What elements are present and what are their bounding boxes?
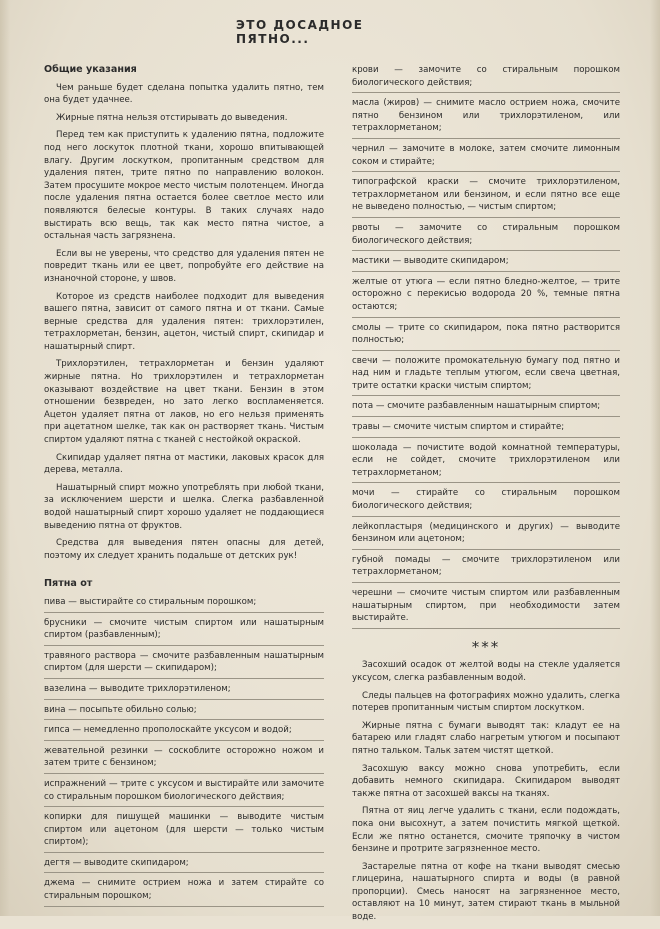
stain-entry: мочи — стирайте со стиральным порошком биологического действия; <box>352 487 620 516</box>
page-title: ЭТО ДОСАДНОЕ ПЯТНО... <box>236 18 364 46</box>
tip-paragraph: Засохшую ваксу можно снова употребить, если добавить немного скипидара. Скипидаром выводят также пятна от засохшей ваксы на тканях. <box>352 763 620 799</box>
tip-paragraph: Жирные пятна с бумаги выводят так: кладут ее на батарею или гладят слабо нагретым утюгом и посыпают пятно тальком. Тальк затем чистят щеткой. <box>352 720 620 756</box>
stain-entry: травяного раствора — смочите разбавленным нашатырным спиртом (для шерсти — скипидаром); <box>44 650 324 679</box>
stain-entry: копирки для пишущей машинки — выводите чистым спиртом или ацетоном (для шерсти — только чистым спиртом); <box>44 811 324 853</box>
paragraph: Чем раньше будет сделана попытка удалить пятно, тем она будет удачнее. <box>44 82 324 106</box>
paragraph: Жирные пятна нельзя отстирывать до выведения. <box>56 112 288 123</box>
stain-entry: вина — посыпьте обильно солью; <box>44 704 324 721</box>
page-edge-right <box>650 0 660 916</box>
left-column <box>44 64 324 911</box>
stain-entry: чернил — замочите в молоке, затем смочите лимонным соком и стирайте; <box>352 143 620 172</box>
stain-entry: пива — выстирайте со стиральным порошком; <box>44 596 324 613</box>
tip-paragraph: Следы пальцев на фотографиях можно удалить, слегка потерев пропитанным чистым спиртом лоскутком. <box>352 690 620 714</box>
stain-entry: травы — смочите чистым спиртом и стирайте; <box>352 421 620 438</box>
heading-general: Общие указания <box>44 64 137 75</box>
stain-entry: масла (жиров) — снимите масло острием ножа, смочите пятно бензином или трихлорэтиленом, или тетрахлорметаном; <box>352 97 620 139</box>
paragraph: Скипидар удаляет пятна от мастики, лаковых красок для дерева, металла. <box>44 452 324 476</box>
heading-stains: Пятна от <box>44 578 93 590</box>
stain-entry: джема — снимите острием ножа и затем стирайте со стиральным порошком; <box>44 877 324 906</box>
paragraph: Перед тем как приступить к удалению пятна, подложите под него лоскуток плотной ткани, хорошо впитывающей влагу. Другим лоскутком, пропитанным средством для удаления пятен, трите пятно по направлению волокон. Затем просушите мокрое место чистым полотенцем. Иногда после удаления пятна остается более светлое место или появляются белесые контуры. В таких случаях надо выстирать всю вещь, так как место пятна чистое, а остальная часть загрязнена. <box>44 130 324 242</box>
tip-paragraph: Засохший осадок от желтой воды на стекле удаляется уксусом, слегка разбавленным водой. <box>352 660 620 683</box>
stain-entry: испражнений — трите с уксусом и выстирайте или замочите со стиральным порошком биологического действия; <box>44 778 324 807</box>
paragraph: Средства для выведения пятен опасны для детей, поэтому их следует хранить подальше от детских рук! <box>44 538 324 561</box>
section-divider-stars: *** <box>471 637 501 656</box>
page-edge-left <box>0 0 10 916</box>
stain-entry: крови — замочите со стиральным порошком биологического действия; <box>352 64 620 93</box>
stain-entry: шоколада — почистите водой комнатной температуры, если не сойдет, смочите трихлорэтиленом или тетрахлорметаном; <box>352 442 620 484</box>
stain-entry: желтые от утюга — если пятно бледно-желтое, — трите осторожно с перекисью водорода 20 %, темные пятна остаются; <box>352 276 620 318</box>
stain-entry: рвоты — замочите со стиральным порошком биологического действия; <box>352 222 620 251</box>
stain-entry: дегтя — выводите скипидаром; <box>44 857 324 874</box>
stain-entry: жевательной резинки — соскоблите осторожно ножом и затем трите с бензином; <box>44 745 324 774</box>
paragraph: Которое из средств наиболее подходит для выведения вашего пятна, зависит от самого пятна и от ткани. Самые верные средства для удаления пятен: трихлорэтилен, тетрахлорметан, бензин, ацетон, чистый спирт, скипидар и нашатырный спирт. <box>44 291 324 352</box>
stain-entry: мастики — выводите скипидаром; <box>352 255 620 272</box>
stain-entry: лейкопластыря (медицинского и других) — выводите бензином или ацетоном; <box>352 521 620 550</box>
tip-paragraph: Застарелые пятна от кофе на ткани выводят смесью глицерина, нашатырного спирта и воды (в равной пропорции). Смесь наносят на загрязненное место, оставляют на 10 минут, затем стирают ткань в мыльной воде. <box>352 861 620 923</box>
stain-entry: вазелина — выводите трихлорэтиленом; <box>44 683 324 700</box>
paragraph: Трихлорэтилен, тетрахлорметан и бензин удаляют жирные пятна. Но трихлорэтилен и тетрахлорметан оказывают воздействие на цвет ткани. Бензин в этом отношении безвреден, но зато легко воспламеняется. Ацетон удаляет пятна от лаков, но его нельзя применять при ацетатном шелке, так как он растворяет ткань. Чистым спиртом удаляют пятна с тканей с нестойкой окраской. <box>44 359 324 446</box>
paragraph: Нашатырный спирт можно употреблять при любой ткани, за исключением шерсти и шелка. Слегка разбавленной водой нашатырный спирт хорошо удаляет не поддающиеся выведению пятна от фруктов. <box>44 482 324 531</box>
paragraph: Если вы не уверены, что средство для удаления пятен не повредит ткань или ее цвет, попробуйте его действие на изнаночной стороне, у швов. <box>44 248 324 284</box>
right-column <box>352 64 620 929</box>
stain-entry: смолы — трите со скипидаром, пока пятно растворится полностью; <box>352 322 620 351</box>
stain-entry: брусники — смочите чистым спиртом или нашатырным спиртом (разбавленным); <box>44 617 324 646</box>
stain-entry: пота — смочите разбавленным нашатырным спиртом; <box>352 400 620 417</box>
stain-entry: гипса — немедленно прополоскайте уксусом и водой; <box>44 724 324 741</box>
stain-entry: типографской краски — смочите трихлорэтиленом, тетрахлорметаном или бензином, и если пятно все еще не выведено полностью, — чистым спиртом; <box>352 176 620 218</box>
stain-entry: черешни — смочите чистым спиртом или разбавленным нашатырным спиртом, при необходимости затем выстирайте. <box>352 587 620 629</box>
tip-paragraph: Пятна от яиц легче удалить с ткани, если подождать, пока они высохнут, а затем почистить мягкой щеткой. Если же пятно останется, смочите тряпочку в чистом бензине и протрите загрязненное место. <box>352 806 620 855</box>
stain-entry: губной помады — смочите трихлорэтиленом или тетрахлорметаном; <box>352 554 620 583</box>
stain-entry: свечи — положите промокательную бумагу под пятно и над ним и гладьте теплым утюгом, если свеча цветная, трите остатки краски чистым спиртом; <box>352 355 620 397</box>
